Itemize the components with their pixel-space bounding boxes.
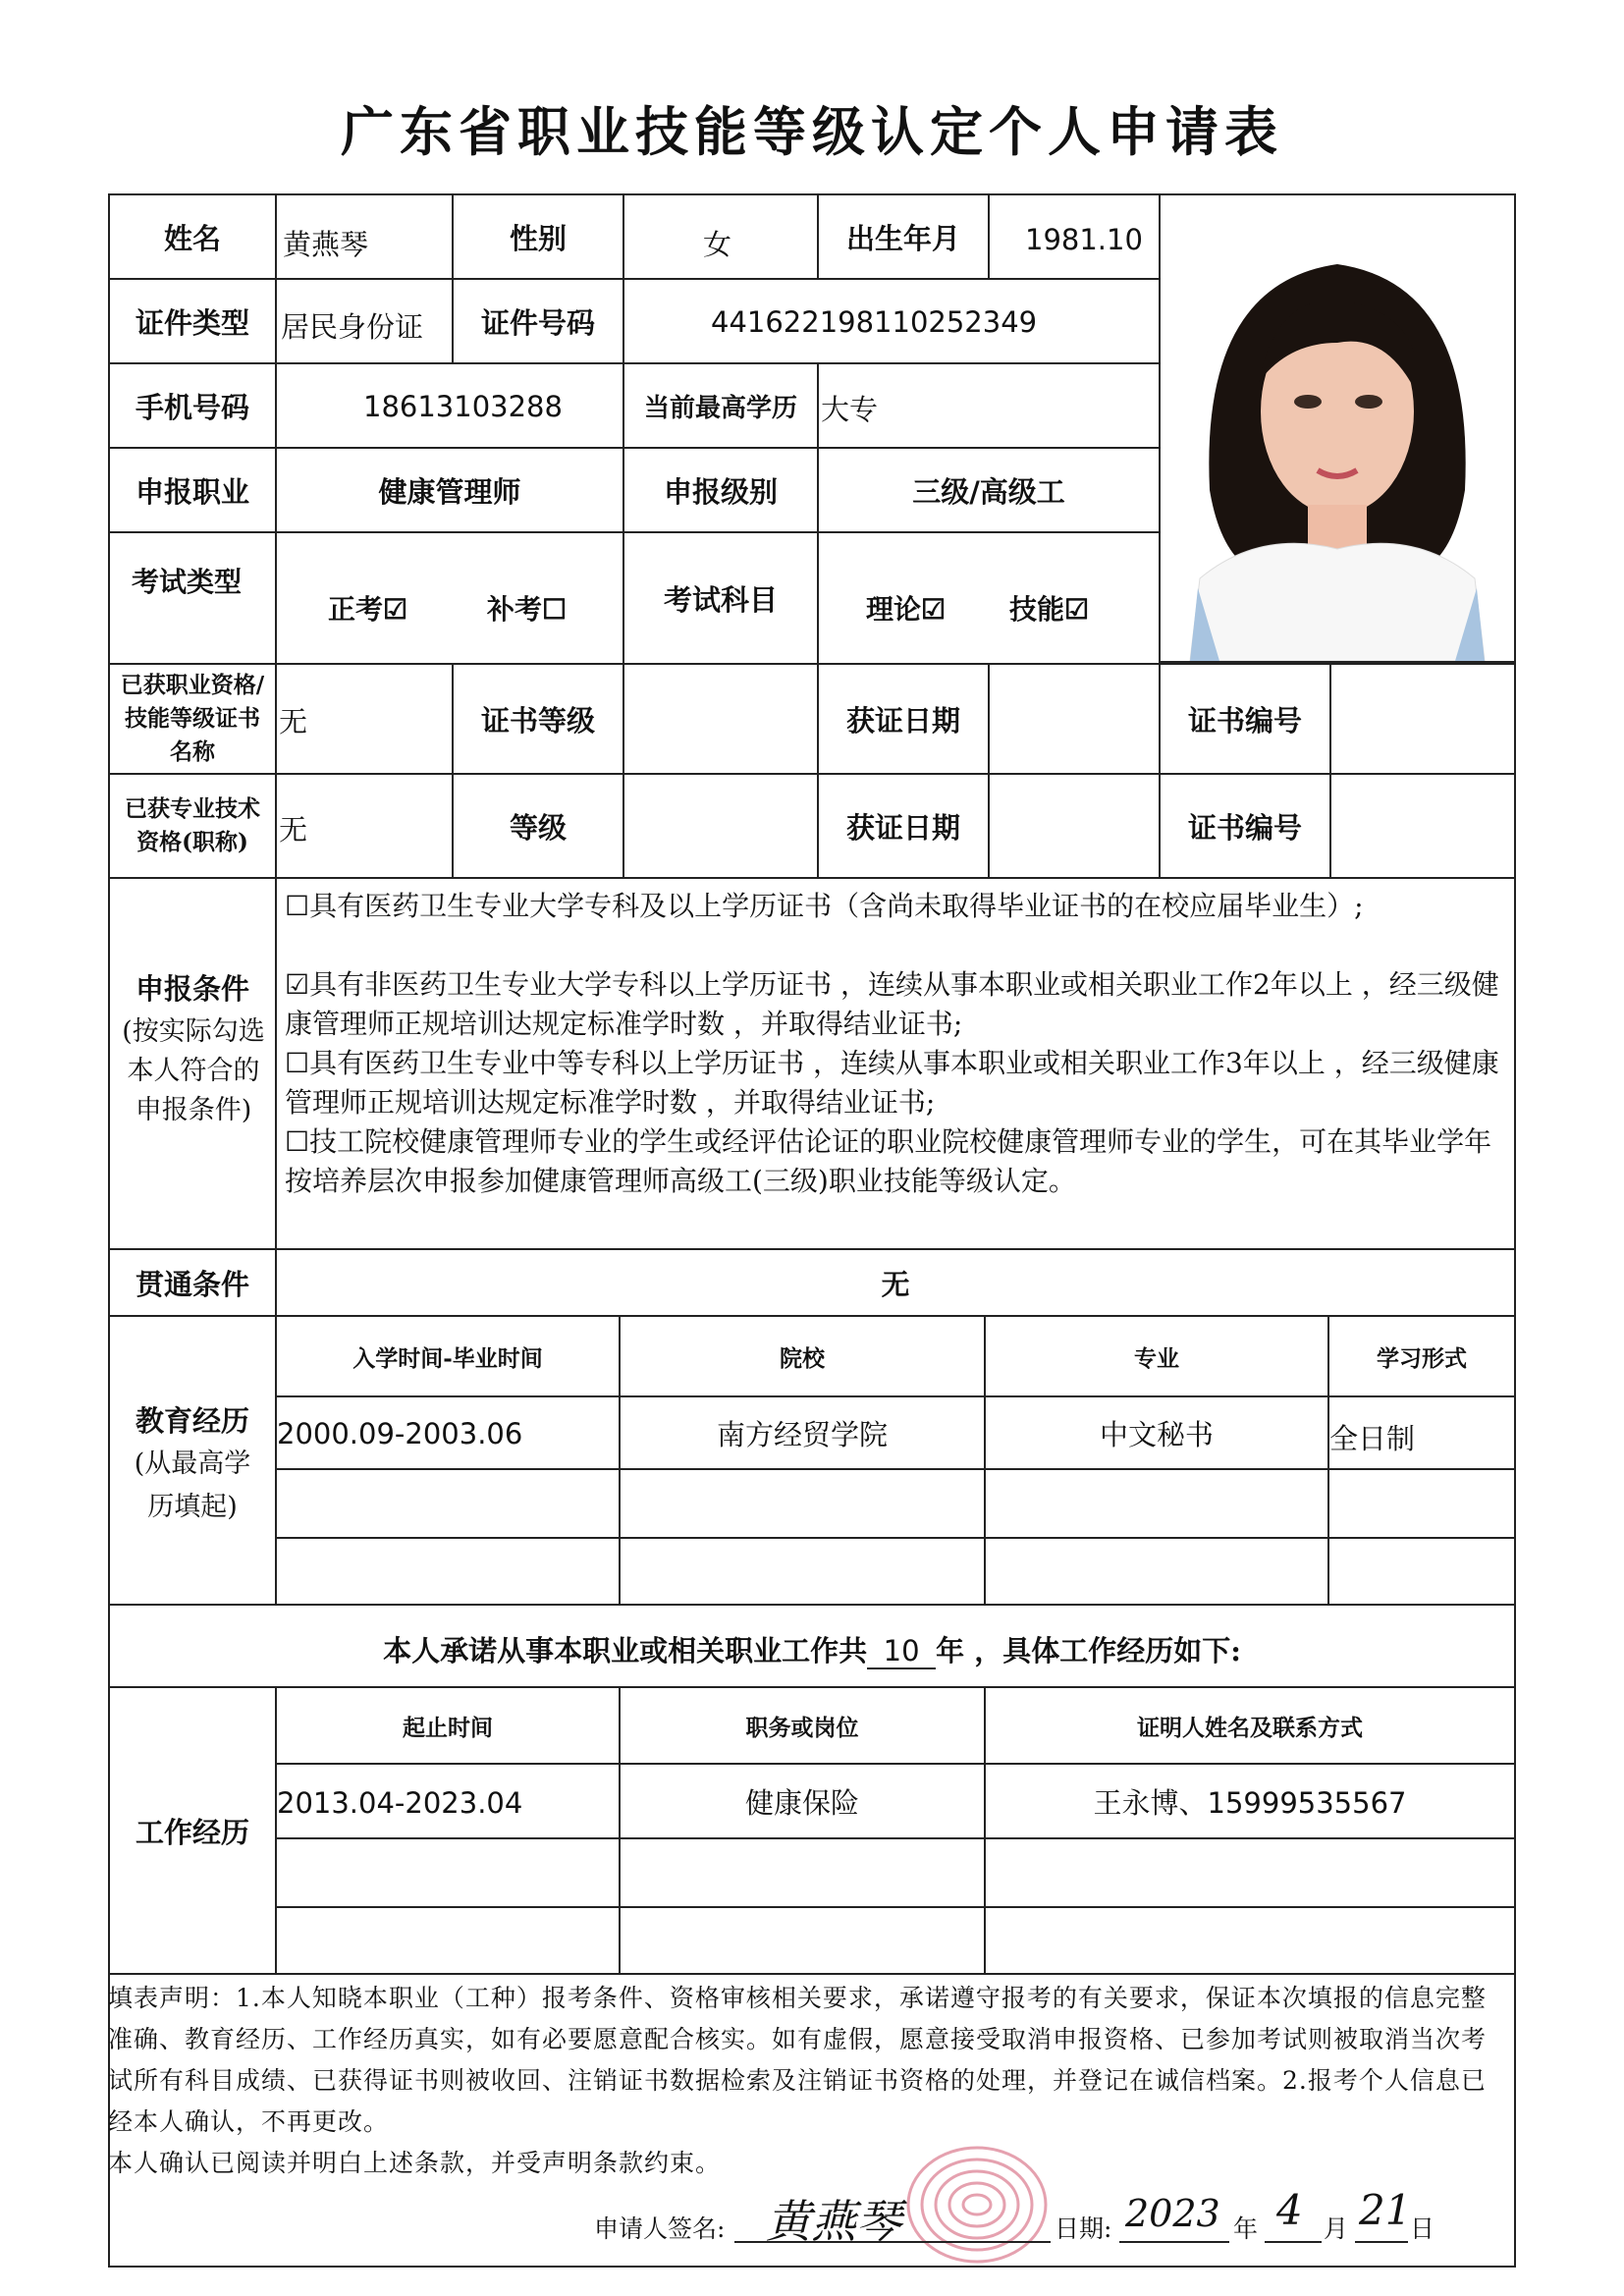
declaration-body: 填表声明：1.本人知晓本职业（工种）报考条件、资格审核相关要求，承诺遵守报考的有关要求，保证本次填报的信息完整准确、教育经历、工作经历真实，如有必要愿意配合核实。如有虚假，愿意接受取消申报资格、已参加考试则被取消当次考试所有科目成绩、已获得证书则被收回、注销证书数据检索及注销证书资格的处理，并登记在诚信档案。2.报考个人信息已经本人确认，不再更改。 xyxy=(108,1984,1488,2136)
level-label: 申报级别 xyxy=(623,447,819,533)
declaration-text xyxy=(108,1978,1502,2184)
edu-header-period: 入学时间-毕业时间 xyxy=(275,1315,621,1397)
date-year: 2023 xyxy=(1125,2192,1220,2235)
edu-header-school: 院校 xyxy=(619,1315,986,1397)
pledge-row xyxy=(108,1604,1516,1688)
tech-cert-value: 无 xyxy=(279,813,308,847)
conditions-label: 申报条件 xyxy=(135,972,249,1006)
signature-label: 申请人签名: xyxy=(594,2214,726,2243)
cert-date-label: 获证日期 xyxy=(817,663,990,775)
exam-makeup-checkbox[interactable]: 补考☐ xyxy=(487,593,568,626)
name-field xyxy=(275,193,454,280)
id-no-label: 证件号码 xyxy=(452,278,624,364)
conditions-list xyxy=(275,877,1516,1250)
table-cell: 南方经贸学院 xyxy=(619,1395,986,1470)
table-cell xyxy=(619,1906,986,1975)
work-header-witness: 证明人姓名及联系方式 xyxy=(984,1686,1516,1765)
occupation-label: 申报职业 xyxy=(108,447,277,533)
tech-no-field xyxy=(1329,773,1516,879)
edu-field xyxy=(817,362,1161,449)
edu-header-major: 专业 xyxy=(984,1315,1329,1397)
id-type-label: 证件类型 xyxy=(108,278,277,364)
table-cell xyxy=(275,1837,621,1908)
exam-regular-checkbox[interactable]: 正考☑ xyxy=(328,593,408,626)
table-cell xyxy=(984,1837,1516,1908)
vocational-cert-value: 无 xyxy=(279,705,308,738)
form-title: 广东省职业技能等级认定个人申请表 xyxy=(341,100,1283,163)
phone-field xyxy=(275,362,624,449)
day-line xyxy=(1355,2241,1408,2243)
subject-options xyxy=(817,531,1161,665)
tech-date-label: 获证日期 xyxy=(817,773,990,879)
education-label-cell xyxy=(108,1315,277,1606)
birth-field xyxy=(988,193,1161,280)
work-label: 工作经历 xyxy=(108,1686,277,1975)
id-no-field xyxy=(623,278,1161,364)
day-unit: 日 xyxy=(1410,2214,1435,2243)
table-cell xyxy=(1327,1537,1516,1606)
table-cell xyxy=(619,1537,986,1606)
id-no-value: 441622198110252349 xyxy=(711,305,1038,339)
tech-no-label: 证书编号 xyxy=(1159,773,1331,879)
declaration-confirm: 本人确认已阅读并明白上述条款，并受声明条款约束。 xyxy=(108,2149,722,2177)
gender-label: 性别 xyxy=(452,193,624,280)
birth-value: 1981.10 xyxy=(1025,223,1143,256)
table-cell xyxy=(984,1468,1329,1539)
fingerprint-stamp xyxy=(889,2136,1065,2273)
tech-level-field xyxy=(623,773,819,879)
id-type-field xyxy=(275,278,454,364)
condition-item[interactable]: ☐具有医药卫生专业大学专科及以上学历证书（含尚未取得毕业证书的在校应届毕业生）; xyxy=(285,890,1364,922)
cert-no-label: 证书编号 xyxy=(1159,663,1331,775)
id-type-value: 居民身份证 xyxy=(281,310,424,344)
level-value: 三级/高级工 xyxy=(817,447,1161,533)
edu-label: 当前最高学历 xyxy=(623,362,819,449)
table-cell: 王永博、15999535567 xyxy=(984,1763,1516,1839)
work-header-position: 职务或岗位 xyxy=(619,1686,986,1765)
conditions-label-cell xyxy=(108,877,277,1250)
table-cell: 2013.04-2023.04 xyxy=(275,1763,621,1839)
name-value: 黄燕琴 xyxy=(283,228,369,261)
table-cell xyxy=(984,1537,1329,1606)
tech-cert-label: 已获专业技术资格(职称) xyxy=(108,773,277,879)
condition-item[interactable]: ☐具有医药卫生专业中等专科以上学历证书 ，连续从事本职业或相关职业工作3年以上 ，经三级健康管理师正规培训达规定标准学时数 ，并取得结业证书; xyxy=(285,1047,1499,1119)
cert-level-label: 证书等级 xyxy=(452,663,624,775)
table-cell xyxy=(275,1537,621,1606)
month-line xyxy=(1265,2241,1322,2243)
pledge-years: 10 xyxy=(867,1634,936,1669)
tech-level-label: 等级 xyxy=(452,773,624,879)
education-sublabel: (从最高学历填起) xyxy=(134,1449,251,1522)
table-cell xyxy=(619,1837,986,1908)
education-label: 教育经历 xyxy=(135,1404,249,1438)
edu-header-mode: 学习形式 xyxy=(1327,1315,1516,1397)
vocational-cert-field xyxy=(275,663,454,775)
tech-cert-field xyxy=(275,773,454,879)
table-cell xyxy=(275,1468,621,1539)
vocational-cert-label: 已获职业资格/技能等级证书名称 xyxy=(108,663,277,775)
cert-no-field xyxy=(1329,663,1516,775)
table-cell: 中文秘书 xyxy=(984,1395,1329,1470)
photo-frame xyxy=(1159,193,1516,663)
date-day: 21 xyxy=(1359,2186,1412,2234)
date-month: 4 xyxy=(1276,2186,1303,2234)
through-label: 贯通条件 xyxy=(108,1248,277,1317)
exam-type-options xyxy=(275,531,624,665)
applicant-signature: 黄燕琴 xyxy=(766,2195,901,2248)
edu-value: 大专 xyxy=(821,393,879,426)
through-value: 无 xyxy=(275,1248,1516,1317)
exam-type-label: 考试类型 xyxy=(108,531,277,665)
applicant-photo xyxy=(1161,195,1514,661)
gender-field xyxy=(623,193,819,280)
condition-item[interactable]: ☑具有非医药卫生专业大学专科以上学历证书 ，连续从事本职业或相关职业工作2年以上 ，经三级健康管理师正规培训达规定标准学时数 ，并取得结业证书; xyxy=(285,968,1499,1040)
occupation-value: 健康管理师 xyxy=(275,447,624,533)
gender-value: 女 xyxy=(703,228,732,261)
pledge-suffix: 年 ，具体工作经历如下: xyxy=(936,1634,1241,1667)
subject-label: 考试科目 xyxy=(623,531,819,665)
conditions-sublabel: (按实际勾选本人符合的申报条件) xyxy=(122,1016,265,1125)
month-unit: 月 xyxy=(1324,2214,1349,2243)
table-cell: 全日制 xyxy=(1327,1395,1516,1470)
cert-level-field xyxy=(623,663,819,775)
year-unit: 年 xyxy=(1233,2214,1259,2243)
phone-value: 18613103288 xyxy=(363,390,563,423)
condition-item[interactable]: ☐技工院校健康管理师专业的学生或经评估论证的职业院校健康管理师专业的学生，可在其毕业学年按培养层次申报参加健康管理师高级工(三级)职业技能等级认定。 xyxy=(285,1125,1492,1197)
table-cell xyxy=(1327,1468,1516,1539)
table-cell xyxy=(275,1906,621,1975)
name-label: 姓名 xyxy=(108,193,277,280)
pledge-prefix: 本人承诺从事本职业或相关职业工作共 xyxy=(383,1634,868,1667)
table-cell xyxy=(619,1468,986,1539)
table-cell: 健康保险 xyxy=(619,1763,986,1839)
date-label: 日期: xyxy=(1055,2214,1112,2243)
birth-label: 出生年月 xyxy=(817,193,990,280)
year-line xyxy=(1119,2241,1229,2243)
subject-skill-checkbox[interactable]: 技能☑ xyxy=(1009,593,1090,626)
subject-theory-checkbox[interactable]: 理论☑ xyxy=(866,593,947,626)
table-cell xyxy=(984,1906,1516,1975)
cert-date-field xyxy=(988,663,1161,775)
tech-date-field xyxy=(988,773,1161,879)
table-cell: 2000.09-2003.06 xyxy=(275,1395,621,1470)
phone-label: 手机号码 xyxy=(108,362,277,449)
work-header-period: 起止时间 xyxy=(275,1686,621,1765)
